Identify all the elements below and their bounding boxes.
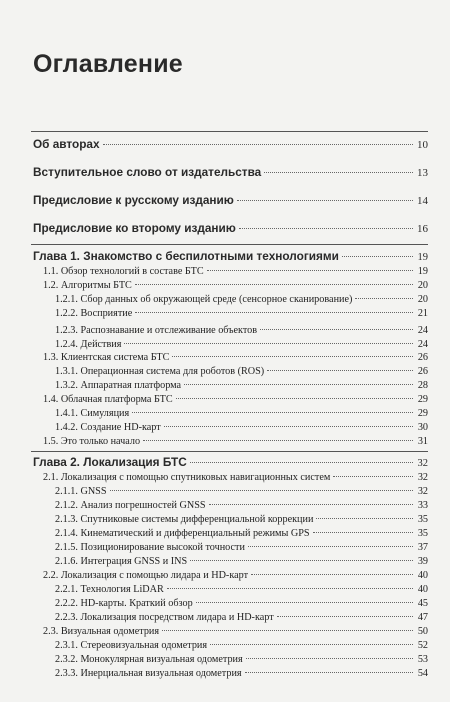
toc-entry-page: 14 (417, 195, 428, 207)
leader-dots (124, 343, 413, 344)
toc-entry-title: 2.2. Локализация с помощью лидара и HD-карт (43, 570, 249, 581)
toc-entry-page: 20 (417, 280, 428, 291)
toc-entry-page: 35 (417, 528, 428, 539)
toc-entry-page: 31 (417, 436, 428, 447)
toc-entry[interactable] (43, 436, 428, 447)
toc-entry[interactable] (43, 394, 428, 405)
toc-entry-page: 47 (417, 612, 428, 623)
toc-entry[interactable] (55, 422, 428, 433)
leader-dots (239, 228, 413, 229)
leader-dots (245, 672, 413, 673)
toc-entry-title: 1.2.2. Восприятие (55, 308, 133, 319)
leader-dots (260, 329, 413, 330)
leader-dots (316, 518, 413, 519)
leader-dots (190, 462, 413, 463)
leader-dots (167, 588, 413, 589)
toc-entry-page: 30 (417, 422, 428, 433)
leader-dots (246, 658, 413, 659)
toc-entry-title: 1.2.1. Сбор данных об окружающей среде (сенсорное сканирование) (55, 294, 353, 305)
leader-dots (207, 270, 413, 271)
toc-entry[interactable] (33, 137, 428, 151)
toc-entry-title: 2.2.1. Технология LiDAR (55, 584, 164, 595)
toc-entry-title: 2.3.1. Стереовизуальная одометрия (55, 640, 208, 651)
toc-entry[interactable] (55, 598, 428, 609)
toc-entry-title: 2.3.3. Инерциальная визуальная одометрия (55, 668, 242, 679)
toc-entry-title: 1.2. Алгоритмы БТС (43, 280, 132, 291)
toc-entry-page: 32 (417, 486, 428, 497)
toc-entry-page: 40 (417, 570, 428, 581)
toc-entry-page: 19 (417, 252, 428, 263)
leader-dots (132, 412, 413, 413)
leader-dots (135, 284, 413, 285)
toc-entry[interactable] (55, 556, 428, 567)
leader-dots (162, 630, 413, 631)
toc-entry[interactable] (33, 165, 428, 179)
toc-entry[interactable] (55, 366, 428, 377)
divider (31, 131, 428, 132)
leader-dots (209, 504, 413, 505)
toc-entry-page: 33 (417, 500, 428, 511)
toc-entry[interactable] (43, 280, 428, 291)
toc-entry[interactable] (55, 640, 428, 651)
leader-dots (210, 644, 413, 645)
leader-dots (135, 312, 413, 313)
leader-dots (184, 384, 413, 385)
leader-dots (164, 426, 413, 427)
toc-entry-title: Об авторах (33, 137, 100, 151)
toc-entry-title: Глава 1. Знакомство с беспилотными технологиями (33, 249, 339, 263)
toc-entry-title: Предисловие ко второму изданию (33, 221, 236, 235)
toc-entry-page: 37 (417, 542, 428, 553)
toc-entry[interactable] (33, 221, 428, 235)
toc-entry-page: 24 (417, 339, 428, 350)
leader-dots (342, 256, 413, 257)
toc-entry[interactable] (55, 408, 428, 419)
page-title: Оглавление (33, 50, 183, 78)
toc-entry-title: Глава 2. Локализация БТС (33, 455, 187, 469)
toc-entry-page: 29 (417, 408, 428, 419)
toc-entry[interactable] (55, 325, 428, 336)
leader-dots (277, 616, 413, 617)
toc-entry-title: 1.3. Клиентская система БТС (43, 352, 170, 363)
toc-entry-title: 1.3.1. Операционная система для роботов (ROS) (55, 366, 265, 377)
leader-dots (313, 532, 413, 533)
toc-entry[interactable] (55, 668, 428, 679)
toc-entry-page: 40 (417, 584, 428, 595)
toc-entry-title: Вступительное слово от издательства (33, 165, 262, 179)
toc-entry[interactable] (55, 294, 428, 305)
toc-chapter[interactable] (33, 249, 428, 263)
toc-entry-page: 52 (417, 640, 428, 651)
toc-entry-page: 10 (417, 139, 428, 151)
toc-entry-page: 20 (417, 294, 428, 305)
leader-dots (110, 490, 413, 491)
leader-dots (248, 546, 413, 547)
toc-entry-title: 1.4. Облачная платформа БТС (43, 394, 173, 405)
toc-entry-page: 21 (417, 308, 428, 319)
toc-entry-page: 53 (417, 654, 428, 665)
toc-entry[interactable] (55, 584, 428, 595)
toc-entry[interactable] (55, 308, 428, 319)
leader-dots (196, 602, 413, 603)
toc-entry-title: 1.2.3. Распознавание и отслеживание объектов (55, 325, 258, 336)
leader-dots (237, 200, 413, 201)
toc-entry[interactable] (43, 352, 428, 363)
leader-dots (103, 144, 413, 145)
leader-dots (251, 574, 413, 575)
toc-entry-title: 2.3. Визуальная одометрия (43, 626, 160, 637)
toc-entry-title: 2.2.3. Локализация посредством лидара и HD-карт (55, 612, 274, 623)
leader-dots (190, 560, 413, 561)
toc-entry-title: 1.5. Это только начало (43, 436, 141, 447)
toc-entry[interactable] (55, 500, 428, 511)
leader-dots (264, 172, 413, 173)
toc-entry-title: 2.2.2. HD-карты. Краткий обзор (55, 598, 193, 609)
toc-entry-page: 24 (417, 325, 428, 336)
toc-entry-title: 2.1.4. Кинематический и дифференциальный режимы GPS (55, 528, 310, 539)
toc-entry-page: 54 (417, 668, 428, 679)
toc-entry-page: 32 (417, 458, 428, 469)
toc-entry-page: 35 (417, 514, 428, 525)
toc-entry-title: 1.4.1. Симуляция (55, 408, 130, 419)
toc-entry-page: 16 (417, 223, 428, 235)
divider (31, 244, 428, 245)
leader-dots (176, 398, 413, 399)
toc-entry-title: 2.1.2. Анализ погрешностей GNSS (55, 500, 206, 511)
toc-entry-title: 2.3.2. Монокулярная визуальная одометрия (55, 654, 243, 665)
leader-dots (172, 356, 413, 357)
leader-dots (267, 370, 413, 371)
toc-entry-page: 28 (417, 380, 428, 391)
toc-entry-page: 26 (417, 366, 428, 377)
toc-entry-title: 2.1. Локализация с помощью спутниковых навигационных систем (43, 472, 331, 483)
toc-entry-title: 1.1. Обзор технологий в составе БТС (43, 266, 204, 277)
toc-entry[interactable] (43, 626, 428, 637)
toc-entry[interactable] (55, 654, 428, 665)
toc-chapter[interactable] (33, 455, 428, 469)
leader-dots (143, 440, 413, 441)
toc-entry-page: 13 (417, 167, 428, 179)
toc-entry-page: 26 (417, 352, 428, 363)
leader-dots (355, 298, 413, 299)
toc-entry[interactable] (55, 612, 428, 623)
toc-entry[interactable] (43, 570, 428, 581)
toc-entry-title: 2.1.1. GNSS (55, 486, 107, 497)
toc-entry[interactable] (55, 486, 428, 497)
toc-entry-page: 50 (417, 626, 428, 637)
toc-entry-title: 1.4.2. Создание HD-карт (55, 422, 161, 433)
toc-entry[interactable] (55, 339, 428, 350)
toc-entry[interactable] (55, 528, 428, 539)
toc-entry-title: 1.3.2. Аппаратная платформа (55, 380, 182, 391)
toc-entry-title: 2.1.6. Интеграция GNSS и INS (55, 556, 188, 567)
toc-entry[interactable] (43, 472, 428, 483)
toc-entry-title: 2.1.3. Спутниковые системы дифференциальной коррекции (55, 514, 314, 525)
toc-entry-page: 39 (417, 556, 428, 567)
toc-entry-title: Предисловие к русскому изданию (33, 193, 234, 207)
toc-entry[interactable] (55, 542, 428, 553)
divider (31, 451, 428, 452)
leader-dots (333, 476, 413, 477)
toc-entry-page: 45 (417, 598, 428, 609)
toc-entry-page: 29 (417, 394, 428, 405)
toc-entry-page: 19 (417, 266, 428, 277)
toc-entry[interactable] (43, 266, 428, 277)
toc-entry-title: 1.2.4. Действия (55, 339, 122, 350)
toc-entry-title: 2.1.5. Позиционирование высокой точности (55, 542, 245, 553)
toc-entry-page: 32 (417, 472, 428, 483)
toc-entry[interactable] (55, 514, 428, 525)
toc-entry[interactable] (33, 193, 428, 207)
toc-entry[interactable] (55, 380, 428, 391)
